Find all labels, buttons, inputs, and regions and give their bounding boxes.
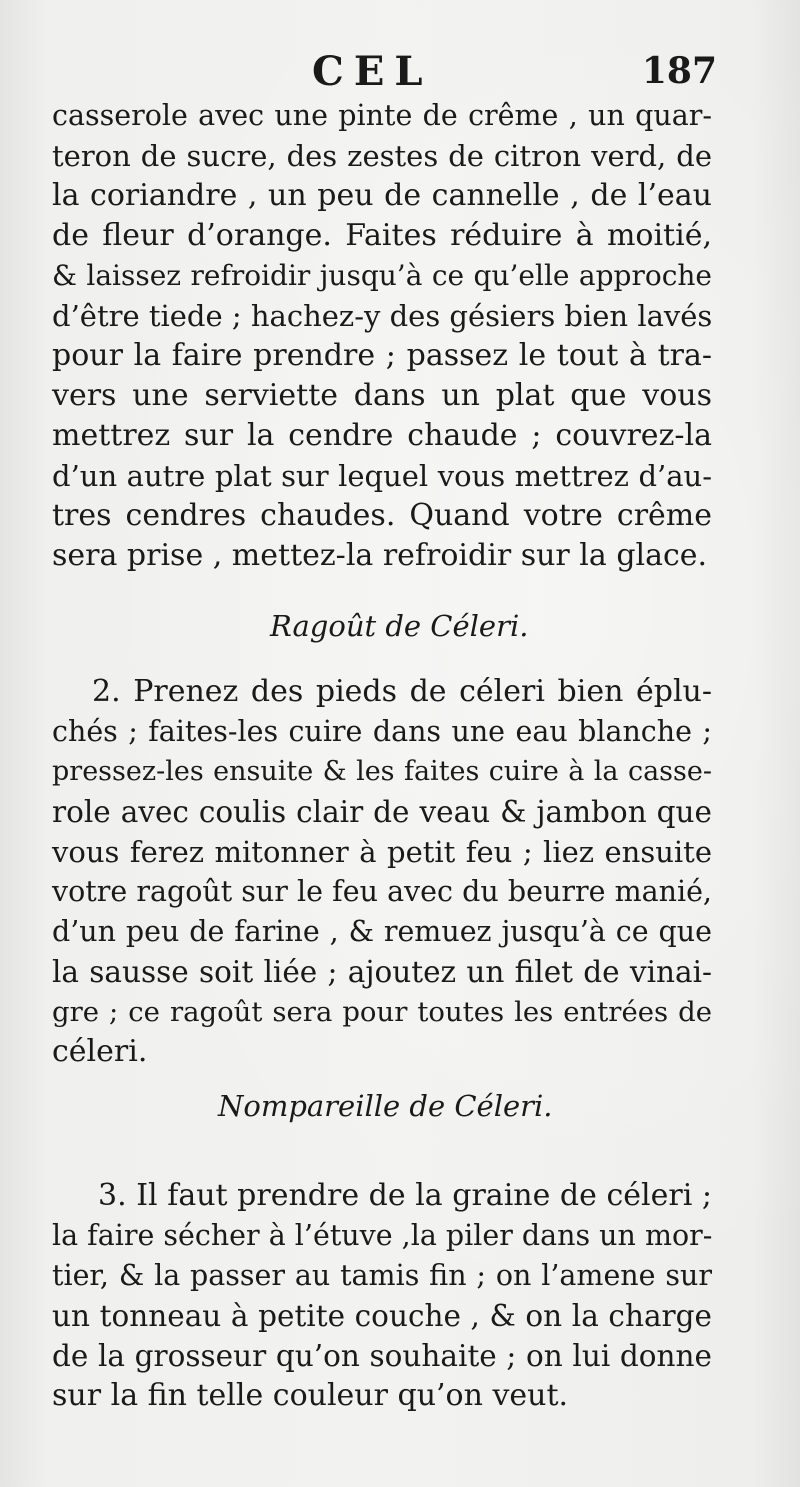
text-line: vous ferez mitonner à petit feu ; liez ensuite xyxy=(52,835,712,869)
text-line: la coriandre , un peu de cannelle , de l’eau xyxy=(52,178,712,213)
text-line: un tonneau à petite couche , & on la charge xyxy=(52,1299,712,1333)
text-line: pour la faire prendre ; passez le tout à tra- xyxy=(52,338,712,373)
text-line: casserole avec une pinte de crême , un quar- xyxy=(52,99,712,132)
text-line: & laissez refroidir jusqu’à ce qu’elle approche xyxy=(52,259,712,292)
text-line: gre ; ce ragoût sera pour toutes les entrées de xyxy=(52,996,712,1028)
text-line: céleri. xyxy=(52,1034,148,1069)
section-heading: Nompareille de Céleri. xyxy=(218,1089,553,1123)
text-line: la faire sécher à l’étuve ,la piler dans un mor- xyxy=(52,1219,713,1252)
section-heading: Ragoût de Céleri. xyxy=(270,609,529,643)
text-line: sera prise , mettez-la refroidir sur la glace. xyxy=(52,538,708,573)
page-number: 187 xyxy=(641,50,717,92)
text-line: d’un autre plat sur lequel vous mettrez d’au- xyxy=(52,459,712,493)
running-head: CEL xyxy=(312,48,433,95)
text-line: vers une serviette dans un plat que vous xyxy=(52,378,712,413)
text-line: mettrez sur la cendre chaude ; couvrez-la xyxy=(52,418,712,453)
text-line: votre ragoût sur le feu avec du beurre manié, xyxy=(52,875,712,908)
text-line: tres cendres chaudes. Quand votre crême xyxy=(52,498,712,533)
text-line: d’être tiede ; hachez-y des gésiers bien lavés xyxy=(52,299,713,333)
text-line: d’un peu de farine , & remuez jusqu’à ce que xyxy=(52,915,712,948)
text-line: 2. Prenez des pieds de céleri bien éplu- xyxy=(92,674,712,709)
text-line: pressez-les ensuite & les faites cuire à la casse- xyxy=(52,756,712,787)
text-line: 3. Il faut prendre de la graine de céleri ; xyxy=(98,1178,712,1213)
text-line: role avec coulis clair de veau & jambon que xyxy=(52,795,712,829)
text-line: teron de sucre, des zestes de citron verd, de xyxy=(52,139,712,173)
text-line: chés ; faites-les cuire dans une eau blanche ; xyxy=(52,715,712,748)
text-line: sur la fin telle couleur qu’on veut. xyxy=(52,1378,569,1413)
text-line: de la grosseur qu’on souhaite ; on lui donne xyxy=(52,1339,712,1373)
text-line: tier, & la passer au tamis fin ; on l’amene sur xyxy=(52,1259,712,1292)
text-line: la sausse soit liée ; ajoutez un filet de vinai- xyxy=(52,955,712,989)
text-line: de fleur d’orange. Faites réduire à moitié, xyxy=(52,218,712,253)
page-header xyxy=(52,48,717,98)
